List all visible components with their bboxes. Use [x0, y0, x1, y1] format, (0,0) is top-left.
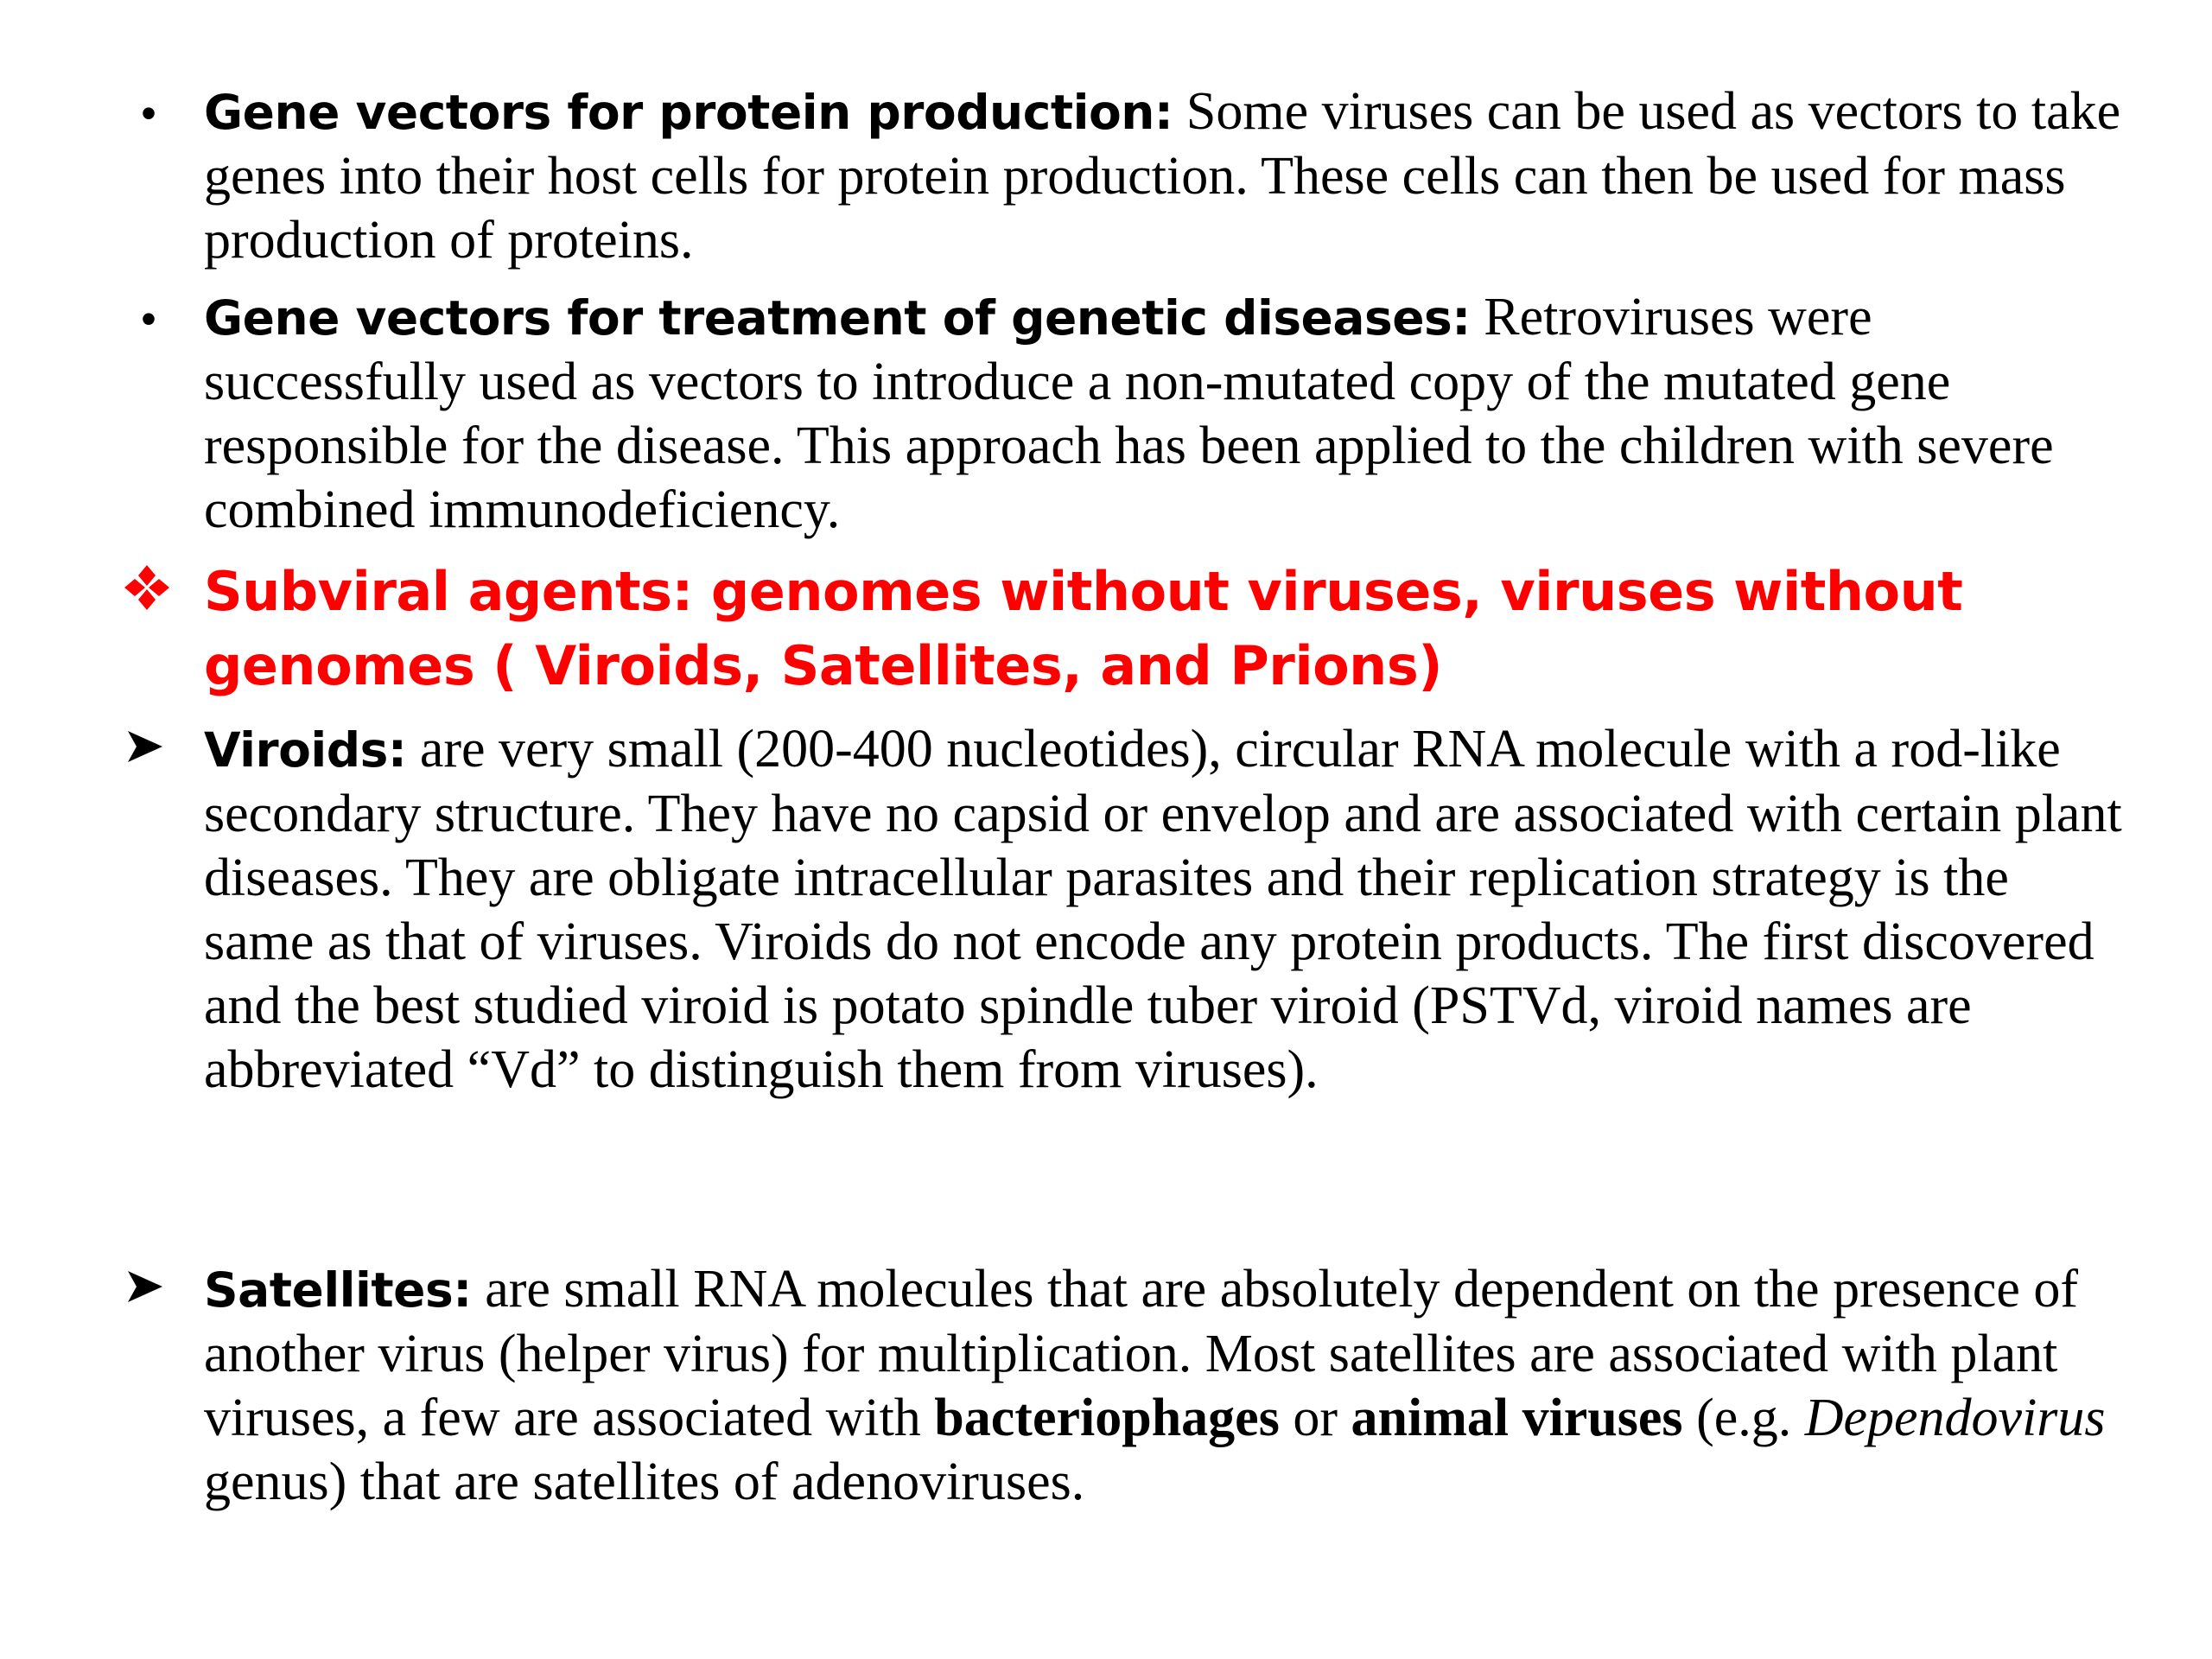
satellites-bold-bacteriophages: bacteriophages [934, 1389, 1280, 1447]
bullet-text [204, 79, 2131, 272]
arrow-bullet-icon [119, 726, 171, 771]
bullet-body: Retroviruses were successfully used as vectors to introduce a non-mutated copy of the mutated gene responsible for the disease. This approach has been applied to the children with severe combined immunodeficiency. [204, 288, 2054, 539]
bullet-text [204, 285, 2131, 542]
four-diamond-icon [117, 562, 177, 617]
viroids-label: Viroids: [204, 722, 407, 778]
satellites-body-2: or [1279, 1389, 1351, 1447]
viroids-body: are very small (200-400 nucleotides), circular RNA molecule with a rod-like secondary structure. They have no capsid or envelop and are associated with certain plant diseases. They are obligate intracellular parasites and their replication strategy is the same as that of viruses. Viroids do not encode any protein products. The first discovered and the best studied viroid is potato spindle tuber viroid (PSTVd, viroid names are abbreviated “Vd” to distinguish them from viruses). [204, 720, 2122, 1099]
arrow-bullet-icon [119, 1266, 171, 1311]
bullet-body: Some viruses can be used as vectors to take genes into their host cells for protein production. These cells can then be used for mass production of proteins. [204, 82, 2121, 270]
bullet-dot-icon: • [141, 295, 156, 343]
bullet-label: Gene vectors for protein production: [204, 85, 1173, 140]
satellites-italic-dependovirus: Dependovirus [1804, 1389, 2106, 1447]
bullet-label: Gene vectors for treatment of genetic diseases: [204, 290, 1471, 346]
satellites-body-3: (e.g. [1682, 1389, 1805, 1447]
satellites-bold-animal-viruses: animal viruses [1351, 1389, 1683, 1447]
satellites-body-1: are small RNA molecules that are absolutely dependent on the presence of another virus (helper virus) for multiplication. Most satellites are associated with plant viruses, a few are associated with [204, 1260, 2079, 1447]
viroids-text [204, 717, 2131, 1102]
satellites-body-4: genus) that are satellites of adenoviruses. [204, 1452, 1085, 1511]
satellites-text [204, 1257, 2131, 1514]
bullet-dot-icon: • [141, 89, 156, 137]
satellites-label: Satellites: [204, 1262, 472, 1318]
section-heading-text: Subviral agents: genomes without viruses, viruses without genomes ( Viroids, Satellites, and Prions) [204, 560, 1963, 697]
